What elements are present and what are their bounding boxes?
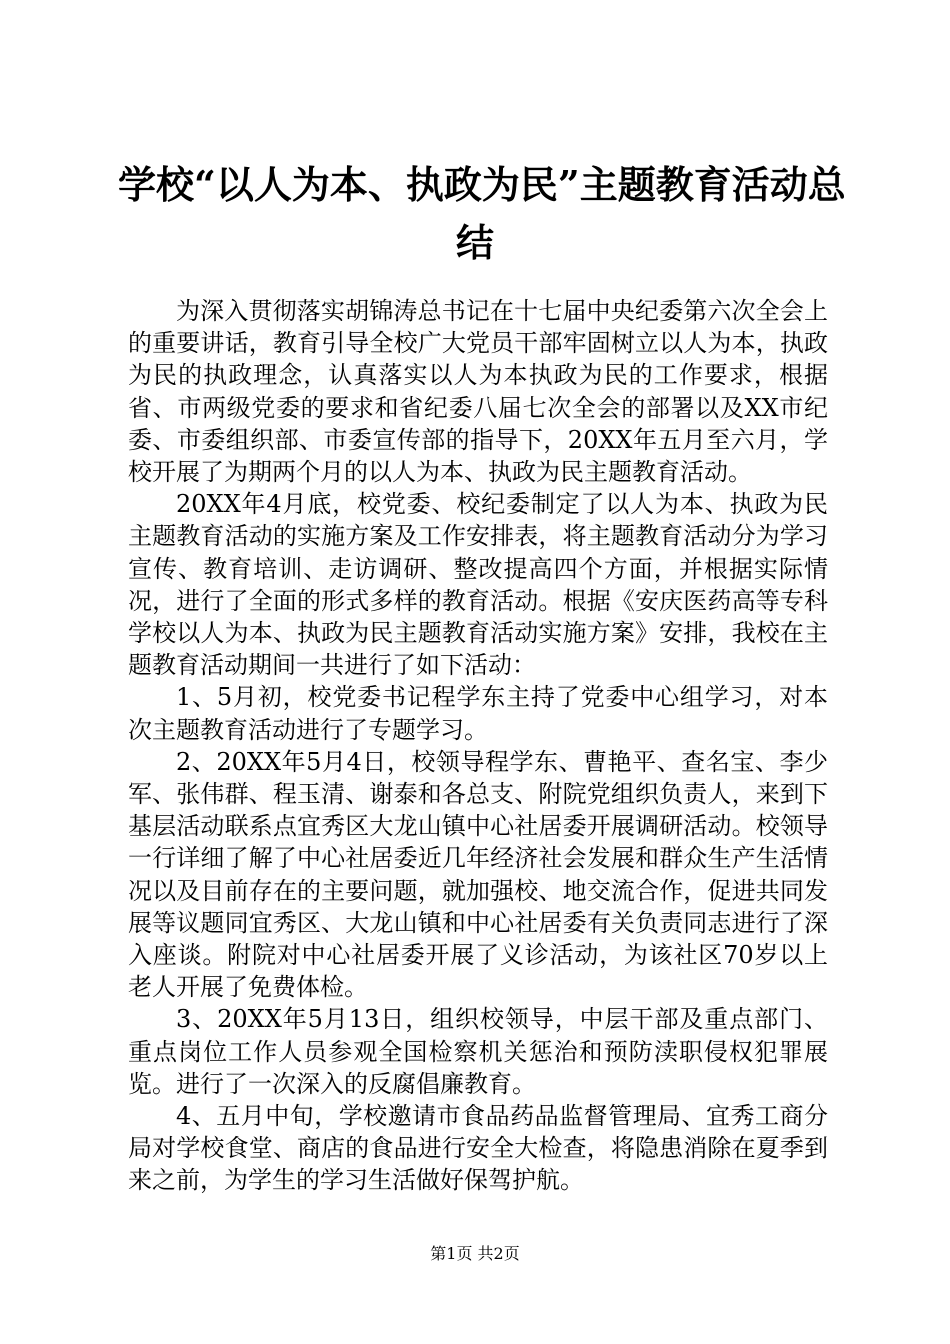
- page-number-footer: 第1页 共2页: [430, 1244, 520, 1263]
- paragraph-item-2: 2、20XX年5月4日，校领导程学东、曹艳平、查名宝、李少军、张伟群、程玉清、谢泰和各总支、附院党组织负责人，来到下基层活动联系点宜秀区大龙山镇中心社居委开展调研活动。校领导一行详细了解了中心社居委近几年经济社会发展和群众生产生活情况以及目前存在的主要问题，就加强校、地交流合作，促进共同发展等议题同宜秀区、大龙山镇和中心社居委有关负责同志进行了深入座谈。附院对中心社居委开展了义诊活动，为该社区70岁以上老人开展了免费体检。: [128, 747, 828, 1002]
- paragraph-item-4: 4、五月中旬，学校邀请市食品药品监督管理局、宜秀工商分局对学校食堂、商店的食品进行安全大检查，将隐患消除在夏季到来之前，为学生的学习生活做好保驾护航。: [128, 1102, 828, 1195]
- paragraph-item-1: 1、5月初，校党委书记程学东主持了党委中心组学习，对本次主题教育活动进行了专题学习。: [128, 683, 828, 744]
- document-title-line-2: 结: [455, 220, 494, 265]
- document-body: [128, 295, 828, 1197]
- paragraph-intro: 为深入贯彻落实胡锦涛总书记在十七届中央纪委第六次全会上的重要讲话，教育引导全校广大党员干部牢固树立以人为本，执政为民的执政理念，认真落实以人为本执政为民的工作要求，根据省、市两级党委的要求和省纪委八届七次全会的部署以及XX市纪委、市委组织部、市委宣传部的指导下，20XX年五月至六月，学校开展了为期两个月的以人为本、执政为民主题教育活动。: [128, 297, 828, 487]
- document-title-line-1: 学校“以人为本、执政为民”主题教育活动总: [118, 162, 846, 207]
- paragraph-item-3: 3、20XX年5月13日，组织校领导，中层干部及重点部门、重点岗位工作人员参观全国检察机关惩治和预防渎职侵权犯罪展览。进行了一次深入的反腐倡廉教育。: [128, 1005, 828, 1098]
- paragraph-plan: 20XX年4月底，校党委、校纪委制定了以人为本、执政为民主题教育活动的实施方案及工作安排表，将主题教育活动分为学习宣传、教育培训、走访调研、整改提高四个方面，并根据实际情况，进行了全面的形式多样的教育活动。根据《安庆医药高等专科学校以人为本、执政为民主题教育活动实施方案》安排，我校在主题教育活动期间一共进行了如下活动：: [128, 490, 828, 680]
